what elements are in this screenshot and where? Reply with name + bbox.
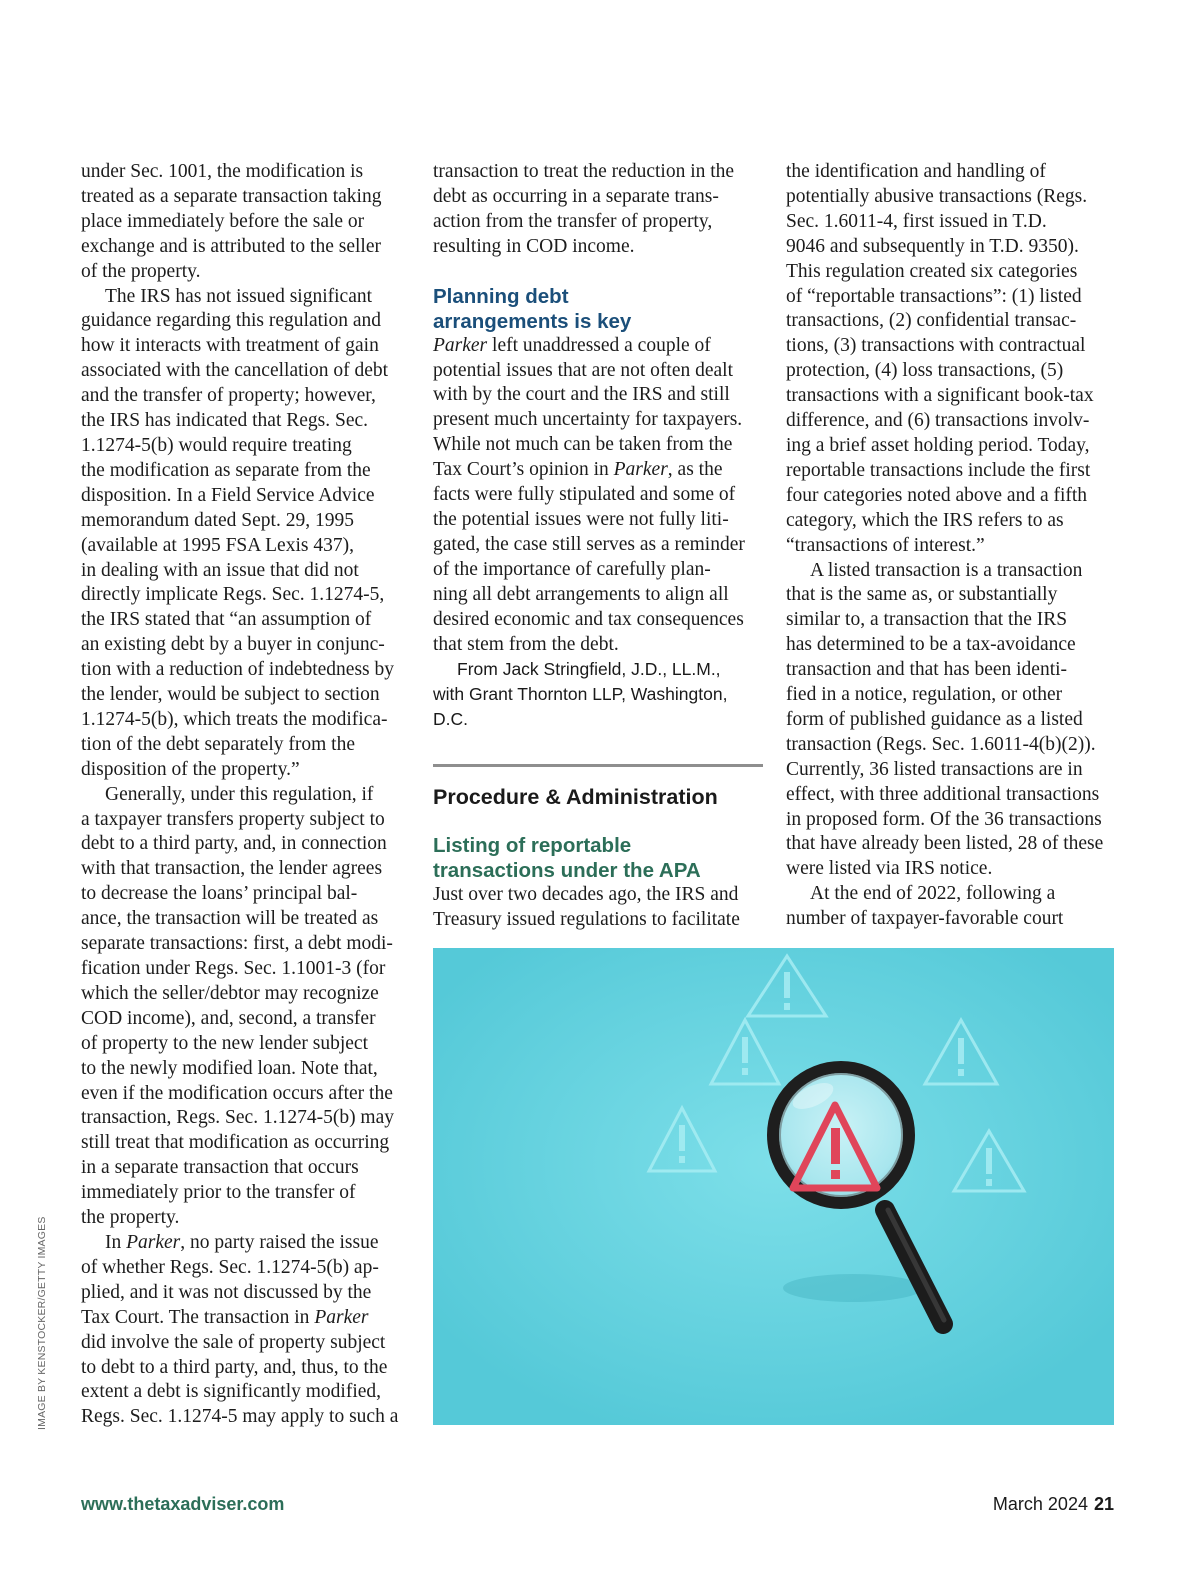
text-line: immediately prior to the transfer of [81, 1182, 356, 1204]
text-line: with by the court and the IRS and still [433, 384, 730, 406]
text-run: , no party raised the issue [180, 1231, 379, 1253]
text-line: that stem from the debt. [433, 633, 619, 655]
text-line: did involve the sale of property subject [81, 1331, 386, 1353]
text-line: tion with a reduction of indebtedness by [81, 659, 395, 681]
text-line: difference, and (6) transactions involv- [786, 410, 1090, 432]
text-line: the property. [81, 1207, 180, 1229]
text-line: of “reportable transactions”: (1) listed [786, 285, 1082, 307]
subheading-planning-debt [433, 284, 763, 334]
author-byline [433, 657, 763, 732]
case-name: Parker [126, 1231, 181, 1253]
text-line: in proposed form. Of the 36 transactions [786, 808, 1102, 830]
paragraph [81, 1231, 411, 1430]
text-line: transaction, Regs. Sec. 1.1274-5(b) may [81, 1107, 395, 1129]
heading-line: transactions under the APA [433, 859, 701, 883]
text-line: transaction and that has been identi- [786, 659, 1068, 681]
text-line: the potential issues were not fully liti- [433, 508, 729, 530]
text-line: and the transfer of property; however, [81, 385, 376, 407]
text-run: Tax Court. The transaction in [81, 1306, 315, 1328]
text-line: which the seller/debtor may recognize [81, 982, 379, 1004]
text-line: the IRS has indicated that Regs. Sec. [81, 410, 369, 432]
text-line: to decrease the loans’ principal bal- [81, 883, 358, 905]
text-line: 1.1274-5(b), which treats the modifica- [81, 708, 388, 730]
text-line: tion of the debt separately from the [81, 733, 355, 755]
text-line: 1.1274-5(b) would require treating [81, 434, 352, 456]
text-line: reportable transactions include the first [786, 459, 1091, 481]
text-line: ning all debt arrangements to align all [433, 583, 729, 605]
text-line: of the importance of carefully plan- [433, 558, 711, 580]
issue-date: March 2024 [992, 1494, 1088, 1514]
text-line: of property to the new lender subject [81, 1032, 368, 1054]
text-line: effect, with three additional transactions [786, 783, 1100, 805]
photo-credit-text: IMAGE BY KENSTOCKER/GETTY IMAGES [36, 1216, 48, 1430]
footer-url[interactable]: www.thetaxadviser.com [81, 1494, 285, 1514]
text-run: , as the [667, 459, 723, 481]
column-1 [81, 160, 411, 1430]
text-line: Sec. 1.6011-4, first issued in T.D. [786, 210, 1047, 232]
text-line: in a separate transaction that occurs [81, 1157, 359, 1179]
text-line: in dealing with an issue that did not [81, 559, 359, 581]
text-line: memorandum dated Sept. 29, 1995 [81, 509, 354, 531]
subheading-listing-reportable [433, 833, 763, 883]
text-run: left unaddressed a couple of [487, 334, 711, 356]
text-line: desired economic and tax consequences [433, 608, 744, 630]
text-line: an existing debt by a buyer in conjunc- [81, 634, 385, 656]
text-line: has determined to be a tax-avoidance [786, 634, 1076, 656]
text-line: ing a brief asset holding period. Today, [786, 434, 1090, 456]
text-line: treated as a separate transaction taking [81, 185, 382, 207]
case-name: Parker [433, 334, 488, 356]
text-line: (available at 1995 FSA Lexis 437), [81, 534, 354, 556]
case-name: Parker [314, 1306, 369, 1328]
feature-photo [433, 948, 1114, 1425]
text-line: disposition of the property.” [81, 758, 300, 780]
text-line: potentially abusive transactions (Regs. [786, 185, 1088, 207]
text-line: gated, the case still serves as a reminder [433, 533, 745, 555]
paragraph [433, 883, 763, 933]
paragraph [81, 783, 411, 1231]
text-line: directly implicate Regs. Sec. 1.1274-5, [81, 584, 385, 606]
text-line: with that transaction, the lender agrees [81, 858, 383, 880]
text-line: four categories noted above and a fifth [786, 484, 1088, 506]
text-line: of whether Regs. Sec. 1.1274-5(b) ap- [81, 1256, 379, 1278]
paragraph [786, 882, 1116, 932]
text-line: associated with the cancellation of debt [81, 360, 389, 382]
text-line: disposition. In a Field Service Advice [81, 484, 375, 506]
text-line: the IRS stated that “an assumption of [81, 609, 372, 631]
text-line: transactions, (2) confidential transac- [786, 310, 1077, 332]
text-line: were listed via IRS notice. [786, 858, 993, 880]
byline-line: D.C. [433, 709, 468, 730]
byline-line: with Grant Thornton LLP, Washington, [433, 684, 728, 705]
text-line: exchange and is attributed to the seller [81, 235, 381, 257]
text-line: to the newly modified loan. Note that, [81, 1057, 378, 1079]
text-line: under Sec. 1001, the modification is [81, 161, 364, 182]
text-line: “transactions of interest.” [786, 534, 985, 556]
case-name: Parker [613, 459, 668, 481]
text-line: even if the modification occurs after the [81, 1082, 393, 1104]
text-line: how it interacts with treatment of gain [81, 335, 379, 357]
column-3 [786, 160, 1116, 932]
text-line: Currently, 36 listed transactions are in [786, 758, 1083, 780]
text-line: separate transactions: first, a debt modi- [81, 933, 393, 955]
text-line: number of taxpayer-favorable court [786, 908, 1064, 930]
photo-credit [36, 1190, 48, 1430]
text-line: Treasury issued regulations to facilitate [433, 909, 740, 931]
text-line: ance, the transaction will be treated as [81, 908, 379, 930]
text-line: transactions with a significant book-tax [786, 385, 1094, 407]
text-run: Tax Court’s opinion in [433, 459, 614, 481]
text-line: a taxpayer transfers property subject to [81, 808, 385, 830]
text-line: extent a debt is significantly modified, [81, 1381, 382, 1403]
byline-line: From Jack Stringfield, J.D., LL.M., [457, 659, 721, 680]
text-line: transaction to treat the reduction in the [433, 161, 735, 182]
text-line: COD income), and, second, a transfer [81, 1007, 376, 1029]
text-line: protection, (4) loss transactions, (5) [786, 360, 1064, 382]
heading-line: Planning debt [433, 284, 569, 308]
heading-line: arrangements is key [433, 309, 632, 333]
text-line: place immediately before the sale or [81, 210, 365, 232]
text-line: Just over two decades ago, the IRS and [433, 884, 739, 906]
text-line: category, which the IRS refers to as [786, 509, 1064, 531]
text-line: fication under Regs. Sec. 1.1001-3 (for [81, 958, 386, 979]
photo-illustration [433, 948, 1114, 1425]
text-line: A listed transaction is a transaction [810, 559, 1083, 581]
paragraph [786, 160, 1116, 559]
text-line: debt as occurring in a separate trans- [433, 185, 719, 207]
text-line: of the property. [81, 260, 201, 282]
text-line: This regulation created six categories [786, 260, 1078, 282]
paragraph [81, 160, 411, 285]
text-line: Regs. Sec. 1.1274-5 may apply to such a [81, 1406, 399, 1428]
text-line: debt to a third party, and, in connection [81, 833, 387, 855]
text-line: plied, and it was not discussed by the [81, 1281, 372, 1303]
paragraph [786, 559, 1116, 883]
text-line: transaction (Regs. Sec. 1.6011-4(b)(2)). [786, 733, 1096, 755]
text-line: similar to, a transaction that the IRS [786, 609, 1068, 631]
text-line: form of published guidance as a listed [786, 708, 1083, 730]
text-line: 9046 and subsequently in T.D. 9350). [786, 235, 1079, 257]
text-line: that have already been listed, 28 of these [786, 833, 1104, 855]
text-line: guidance regarding this regulation and [81, 310, 381, 332]
text-line: While not much can be taken from the [433, 434, 733, 456]
text-line: tions, (3) transactions with contractual [786, 335, 1086, 357]
paragraph [433, 334, 763, 658]
paragraph [81, 285, 411, 783]
text-line: fied in a notice, regulation, or other [786, 684, 1063, 706]
text-line: to debt to a third party, and, thus, to the [81, 1356, 388, 1378]
heading-line: Listing of reportable [433, 834, 632, 858]
section-title: Procedure & Administration [433, 785, 718, 810]
text-line: The IRS has not issued significant [105, 285, 373, 307]
text-line: that is the same as, or substantially [786, 584, 1058, 606]
page-number: 21 [1093, 1494, 1114, 1514]
text-line: present much uncertainty for taxpayers. [433, 409, 743, 431]
text-line: action from the transfer of property, [433, 210, 713, 232]
text-line: still treat that modification as occurring [81, 1132, 390, 1154]
text-line: the lender, would be subject to section [81, 684, 380, 706]
column-2 [433, 160, 763, 933]
text-line: At the end of 2022, following a [810, 883, 1056, 905]
text-line: potential issues that are not often dealt [433, 359, 733, 381]
footer-issue [950, 1494, 1114, 1515]
text-line: resulting in COD income. [433, 235, 635, 257]
text-line: the identification and handling of [786, 161, 1046, 182]
text-line: facts were fully stipulated and some of [433, 484, 736, 506]
paragraph [433, 160, 763, 260]
text-run: In [105, 1231, 127, 1253]
text-line: the modification as separate from the [81, 459, 371, 481]
text-line: Generally, under this regulation, if [105, 783, 374, 805]
